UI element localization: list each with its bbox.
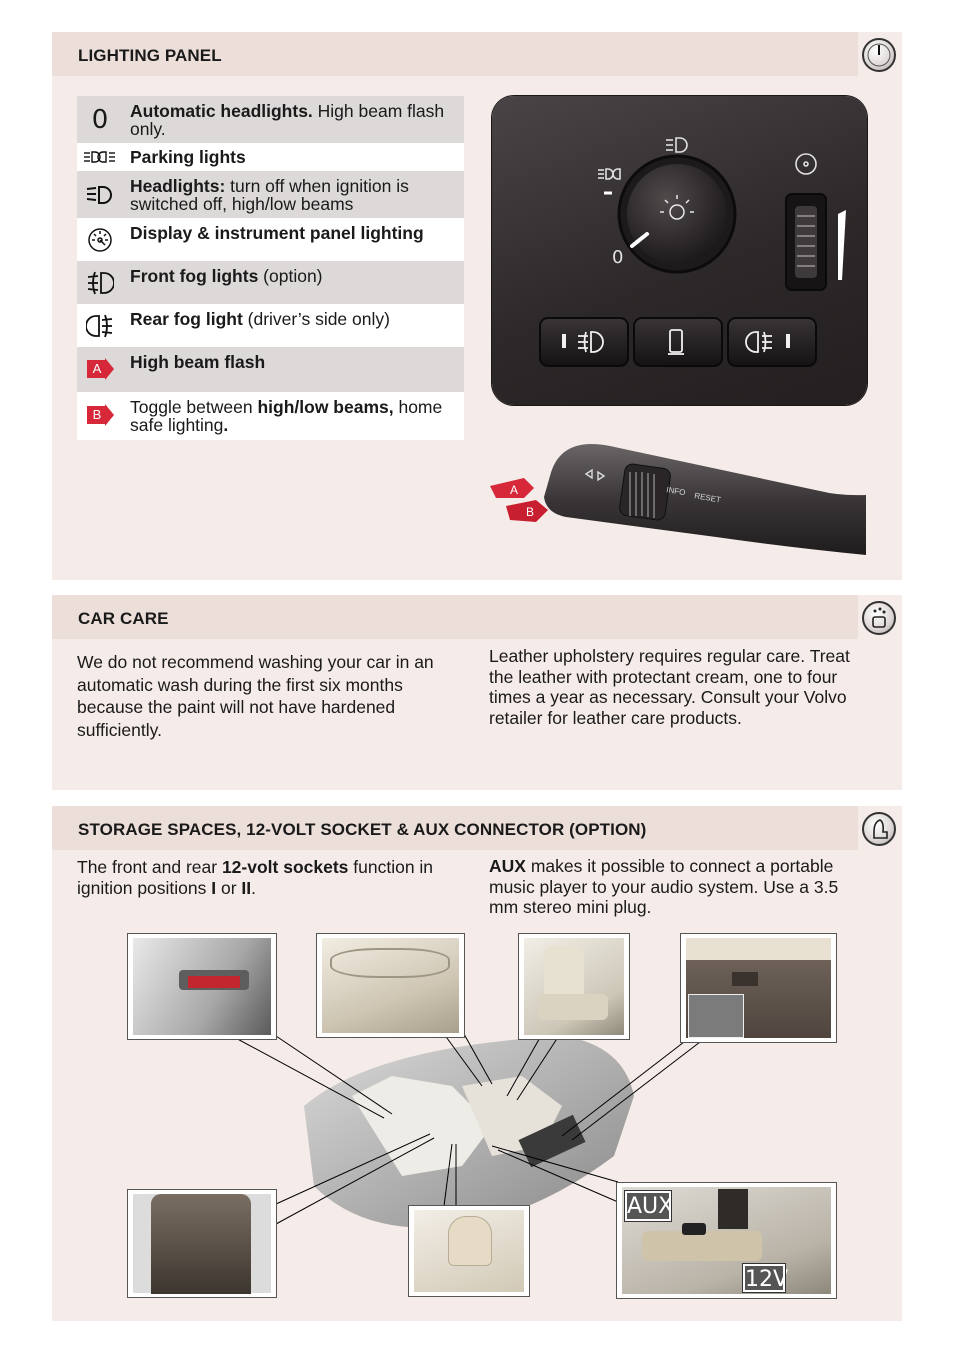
svg-text:0: 0 bbox=[612, 247, 624, 268]
legend-row-headlights: Headlights: turn off when ignition is switched off, high/low beams bbox=[77, 171, 464, 218]
storage-title: STORAGE SPACES, 12-VOLT SOCKET & AUX CONNECTOR (OPTION) bbox=[78, 820, 647, 839]
headlights-icon bbox=[77, 171, 123, 218]
lighting-panel-title: LIGHTING PANEL bbox=[78, 46, 222, 65]
lighting-panel-header bbox=[52, 32, 858, 76]
rear-seat-pocket-image bbox=[127, 1189, 277, 1298]
door-pocket-image bbox=[316, 933, 465, 1038]
car-wash-icon bbox=[862, 601, 896, 635]
svg-text:A: A bbox=[510, 483, 519, 497]
high-low-toggle-icon: B bbox=[77, 392, 123, 440]
high-beam-flash-icon: A bbox=[77, 347, 123, 392]
svg-text:INFO: INFO bbox=[665, 485, 687, 498]
legend-row-front-fog: Front fog lights (option) bbox=[77, 261, 464, 304]
12v-label: 12V bbox=[743, 1264, 785, 1292]
front-fog-icon bbox=[77, 261, 123, 304]
rear-fog-icon bbox=[77, 304, 123, 347]
storage-right-text: AUX makes it possible to connect a portable music player to your audio system. Use a 3.5 mm stereo mini plug. bbox=[489, 856, 839, 917]
legend-row-instrument: Display & instrument panel lighting bbox=[77, 218, 464, 261]
storage-section bbox=[52, 806, 902, 1321]
parking-lights-icon bbox=[77, 143, 123, 171]
svg-text:RESET: RESET bbox=[693, 491, 722, 505]
car-care-left-text: We do not recommend washing your car in an automatic wash during the first six months because the paint will not have hardened sufficiently. bbox=[77, 652, 434, 740]
car-care-header bbox=[52, 595, 858, 639]
car-care-section bbox=[52, 595, 902, 790]
legend-row-high-beam-flash: A High beam flash bbox=[77, 347, 464, 392]
legend-row-auto: 0 Automatic headlights. High beam flash only. bbox=[77, 96, 464, 143]
car-care-right-text: Leather upholstery requires regular care. Treat the leather with protectant cream, one to four times a year as necessary. Consult your Volvo retailer for leather care products. bbox=[489, 646, 850, 728]
door-panel-socket-image bbox=[127, 933, 277, 1040]
storage-left-text: The front and rear 12-volt sockets function in ignition positions I or II. bbox=[77, 857, 434, 898]
speedometer-icon bbox=[862, 38, 896, 72]
lighting-control-panel-image bbox=[492, 96, 867, 405]
svg-text:B: B bbox=[526, 505, 535, 519]
glovebox-aux-image bbox=[680, 933, 837, 1043]
car-care-title: CAR CARE bbox=[78, 609, 169, 628]
light-stalk-image bbox=[490, 436, 866, 556]
lighting-panel-section bbox=[52, 32, 902, 580]
instrument-lighting-icon bbox=[77, 218, 123, 261]
legend-row-rear-fog: Rear fog light (driver’s side only) bbox=[77, 304, 464, 347]
headrest-image bbox=[408, 1205, 530, 1297]
legend-row-high-low-toggle: B Toggle between high/low beams, home safe lighting. bbox=[77, 392, 464, 440]
aux-label: AUX bbox=[625, 1191, 671, 1221]
legend-row-parking: Parking lights bbox=[77, 143, 464, 171]
lighting-legend bbox=[77, 96, 464, 440]
seat-storage-image bbox=[518, 933, 630, 1040]
auto-headlights-icon: 0 bbox=[91, 104, 109, 135]
